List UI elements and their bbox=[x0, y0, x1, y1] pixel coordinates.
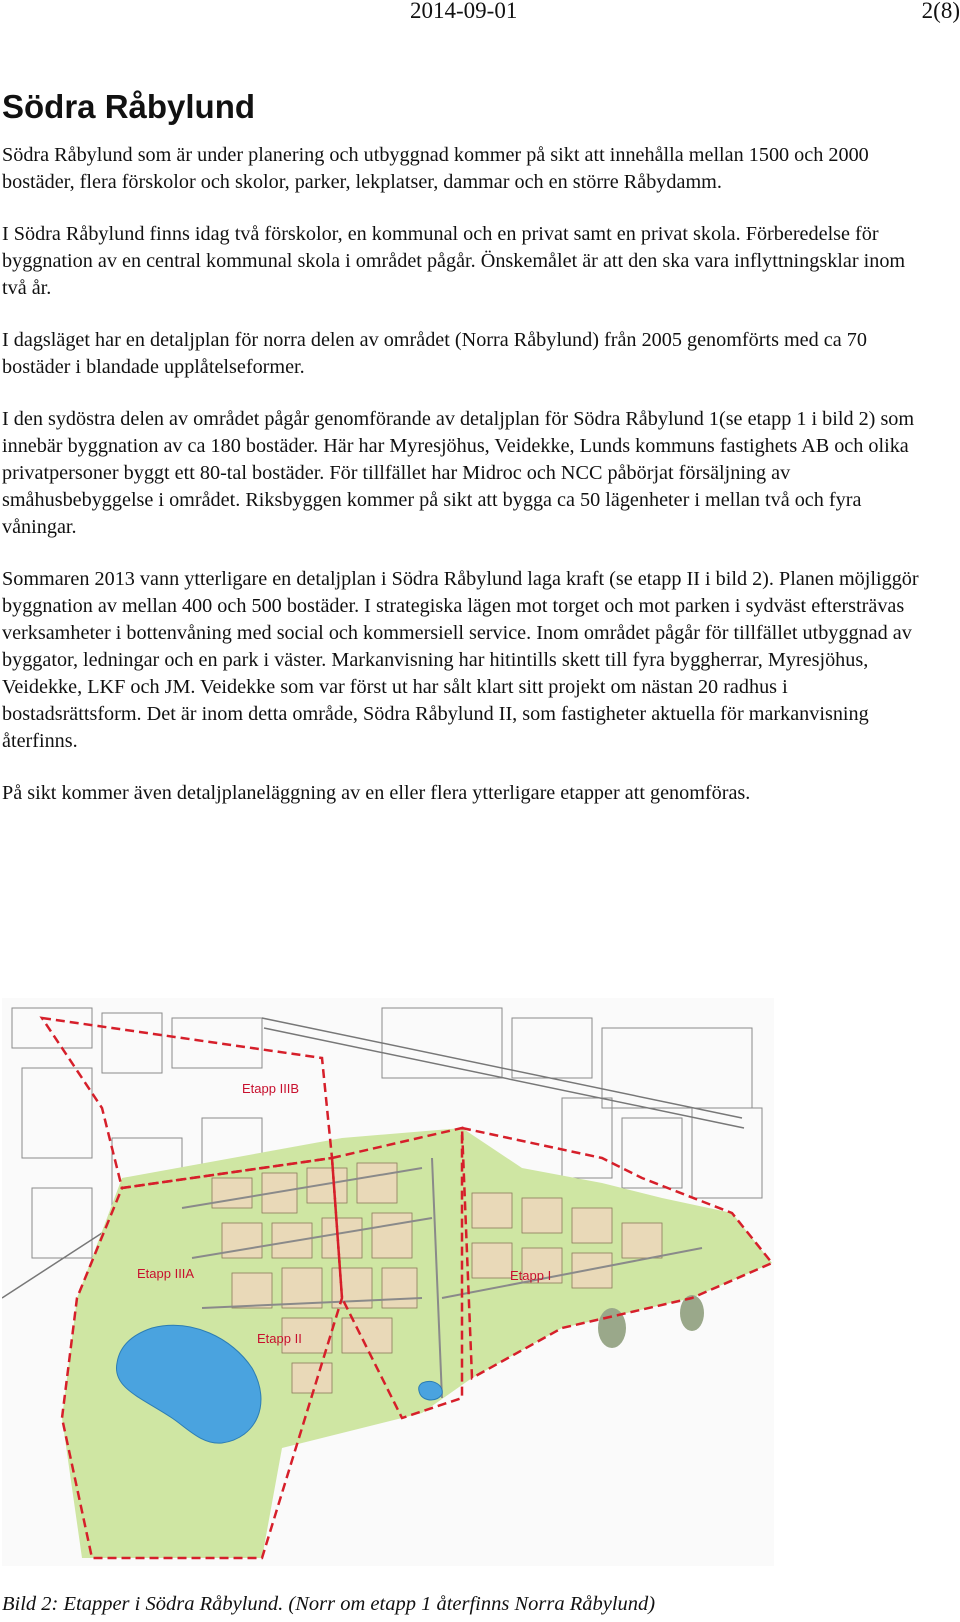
paragraph-3: I dagsläget har en detaljplan för norra delen av området (Norra Råbylund) från 2005 genomförts med ca 70 bostäder i blandade upplåtelseformer. bbox=[2, 329, 867, 378]
paragraph-6: På sikt kommer även detaljplaneläggning av en eller flera ytterligare etapper att genomföras. bbox=[2, 782, 751, 804]
pond-small bbox=[419, 1381, 443, 1400]
label-etapp-1: Etapp I bbox=[510, 1268, 552, 1283]
paragraph-5: Sommaren 2013 vann ytterligare en detaljplan i Södra Råbylund laga kraft (se etapp II i bild 2). Planen möjliggör byggnation av mellan 400 och 500 bostäder. I strategiska lägen mot torget och mot parken i sydväst eftersträvas verksamheter i bottenvåning med social och kommersiell service. Inom området pågår för tillfället utbyggnad av byggator, ledningar och en park i väster. Markanvisning har hitintills skett till fyra byggherrar, Myresjöhus, Veidekke, LKF och JM. Veidekke som var först ut har sålt klart sitt projekt om nästan 20 radhus i bostadsrättsform. Det är inom detta område, Södra Råbylund II, som fastigheter aktuella för markanvisning återfinns. bbox=[2, 568, 919, 752]
label-etapp-3b: Etapp IIIB bbox=[242, 1081, 300, 1096]
paragraph-2: I Södra Råbylund finns idag två förskolor, en kommunal och en privat samt en privat skola. Förberedelse för byggnation av en central kommunal skola i området pågår. Önskemålet är att den ska vara inflyttningsklar inom två år. bbox=[2, 223, 906, 299]
page-header bbox=[0, 0, 960, 28]
site-plan-svg bbox=[2, 998, 774, 1566]
header-page-number: 2(8) bbox=[921, 0, 960, 23]
grove-2 bbox=[680, 1295, 704, 1331]
label-etapp-2: Etapp II bbox=[257, 1331, 302, 1346]
label-etapp-3a: Etapp IIIA bbox=[137, 1266, 195, 1281]
paragraph-1: Södra Råbylund som är under planering och utbyggnad kommer på sikt att innehålla mellan 1500 och 2000 bostäder, flera förskolor och skolor, parker, lekplatser, dammar och en större Råbydamm. bbox=[2, 144, 869, 193]
page-title: Södra Råbylund bbox=[2, 88, 256, 125]
header-date: 2014-09-01 bbox=[410, 0, 518, 23]
document-body bbox=[2, 142, 932, 832]
site-plan-map bbox=[2, 998, 774, 1566]
paragraph-4: I den sydöstra delen av området pågår genomförande av detaljplan för Södra Råbylund 1(se etapp 1 i bild 2) som innebär byggnation av ca 180 bostäder. Här har Myresjöhus, Veidekke, Lunds kommuns fastighets AB och olika privatpersoner byggt ett 80-tal bostäder. För tillfället har Midroc och NCC påbörjat försäljning av småhusbebyggelse i området. Riksbyggen kommer på sikt att bygga ca 50 lägenheter i mellan två och fyra våningar. bbox=[2, 408, 915, 538]
figure-caption: Bild 2: Etapper i Södra Råbylund. (Norr om etapp 1 återfinns Norra Råbylund) bbox=[2, 1593, 656, 1615]
